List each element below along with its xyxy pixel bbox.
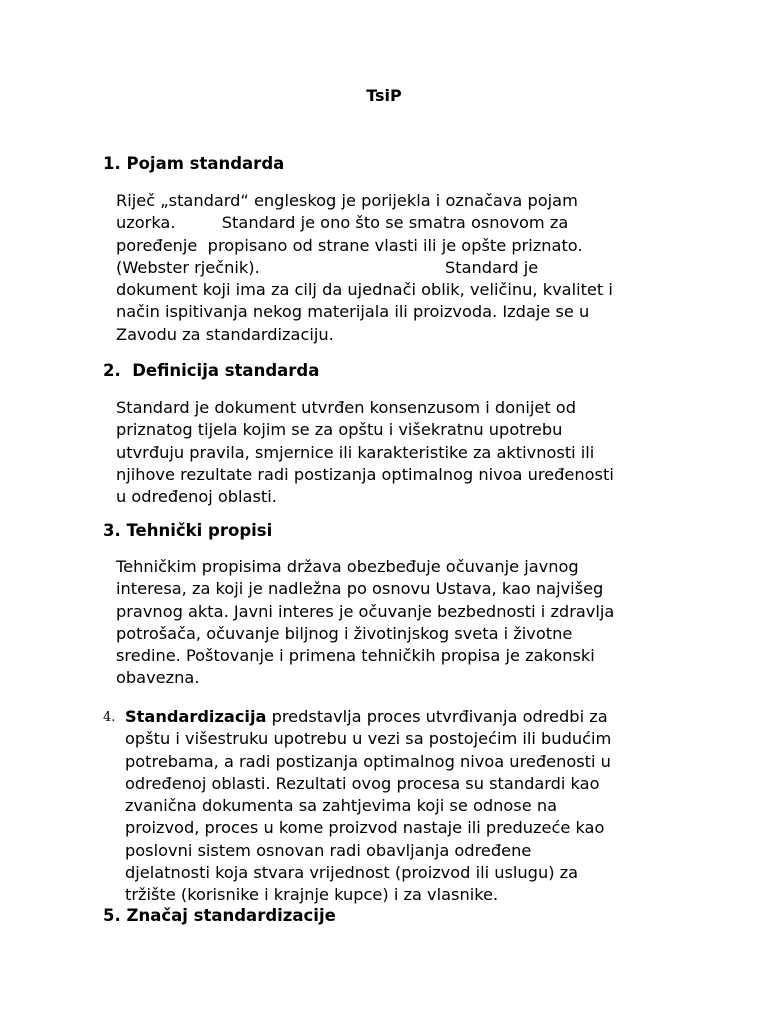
section-2-paragraph [116, 397, 614, 508]
paragraph-line: pravnog akta. Javni interes je očuvanje bezbednosti i zdravlja [116, 601, 615, 621]
paragraph-line: način ispitivanja nekog materijala ili proizvoda. Izdaje se u [116, 302, 590, 322]
paragraph-line: zvanična dokumenta sa zahtjevima koji se odnose na [125, 796, 558, 816]
section-1-heading: 1. Pojam standarda [103, 154, 285, 173]
paragraph-line: (Webster rječnik). Standard je [116, 257, 539, 277]
section-4-number: 4. [103, 710, 116, 725]
paragraph-first-line-rest: predstavlja proces utvrđivanja odredbi za [266, 707, 608, 726]
paragraph-line: Tehničkim propisima država obezbeđuje očuvanje javnog [116, 557, 579, 576]
paragraph-line: tržište (korisnike i krajnje kupce) i za vlasnike. [125, 885, 499, 905]
paragraph-line: poređenje propisano od strane vlasti ili je opšte priznato. [116, 235, 583, 255]
paragraph-line: Zavodu za standardizaciju. [116, 324, 334, 344]
paragraph-line: opštu i višestruku upotrebu u vezi sa postojećim ili budućim [125, 729, 612, 749]
paragraph-line: potrebama, a radi postizanja optimalnog nivoa uređenosti u [125, 751, 611, 771]
paragraph-line: dokument koji ima za cilj da ujednači oblik, veličinu, kvalitet i [116, 280, 613, 300]
paragraph-line: poslovni sistem osnovan radi obavljanja određene [125, 840, 532, 860]
section-1-paragraph [116, 190, 613, 346]
paragraph-line: proizvod, proces u kome proizvod nastaje ili preduzeće kao [125, 818, 605, 838]
paragraph-line: potrošača, očuvanje biljnog i životinjskog sveta i životne [116, 623, 573, 643]
paragraph-line: njihove rezultate radi postizanja optimalnog nivoa uređenosti [116, 464, 614, 484]
section-2-heading: 2. Definicija standarda [103, 361, 320, 380]
paragraph-line: djelatnosti koja stvara vrijednost (proizvod ili uslugu) za [125, 863, 579, 883]
paragraph-first-line [125, 706, 611, 728]
paragraph-line: utvrđuju pravila, smjernice ili karakteristike za aktivnosti ili [116, 442, 595, 462]
section-5-heading: 5. Značaj standardizacije [103, 906, 336, 925]
paragraph-line: sredine. Poštovanje i primena tehničkih propisa je zakonski [116, 646, 595, 666]
paragraph-line: obavezna. [116, 668, 200, 688]
paragraph-line: uzorka. Standard je ono što se smatra osnovom za [116, 213, 569, 233]
section-3-heading: 3. Tehnički propisi [103, 521, 273, 540]
paragraph-line: u određenoj oblasti. [116, 487, 277, 507]
paragraph-line: interesa, za koji je nadležna po osnovu Ustava, kao najvišeg [116, 579, 604, 599]
paragraph-line: Standard je dokument utvrđen konsenzusom i donijet od [116, 398, 576, 417]
paragraph-line: Riječ „standard“ engleskog je porijekla i označava pojam [116, 191, 578, 210]
section-3-paragraph [116, 556, 614, 690]
standardizacija-term: Standardizacija [125, 707, 267, 726]
document-title: TsiP [366, 86, 402, 105]
paragraph-line: priznatog tijela kojim se za opštu i višekratnu upotrebu [116, 420, 563, 440]
section-4-paragraph [125, 706, 611, 907]
paragraph-line: određenoj oblasti. Rezultati ovog procesa su standardi kao [125, 773, 600, 793]
